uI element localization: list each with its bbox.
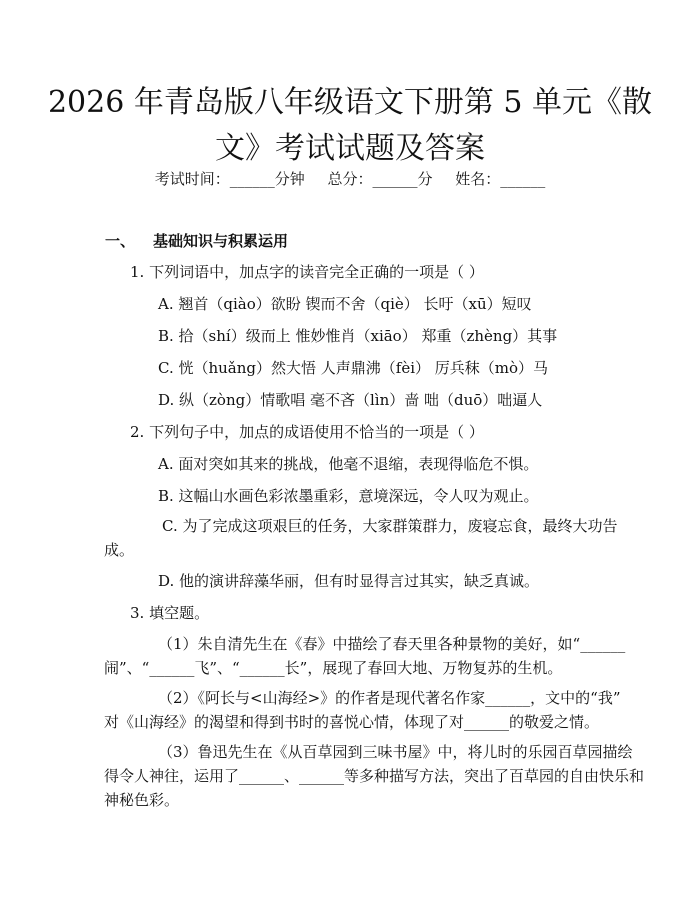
question-2-option-a: A. 面对突如其来的挑战，他毫不退缩，表现得临危不惧。: [158, 455, 539, 473]
question-3-stem: 3. 填空题。: [130, 604, 210, 622]
section-number: 一、: [105, 232, 136, 250]
question-3-item-2-line-2: 对《山海经》的渴望和得到书时的喜悦心情，体现了对______的敬爱之情。: [104, 713, 600, 731]
question-3-item-3: [104, 740, 645, 812]
question-1-option-d: D. 纵（zòng）情歌唱 毫不吝（lìn）啬 咄（duō）咄逼人: [158, 391, 543, 409]
question-3-item-2: [104, 686, 621, 734]
question-1-option-c: C. 恍（huǎng）然大悟 人声鼎沸（fèi） 厉兵秣（mò）马: [158, 359, 549, 377]
title-line-2: 文》考试试题及答案: [215, 131, 485, 166]
exam-time: 考试时间：______分钟: [154, 170, 305, 188]
question-3-item-3-line-3: 神秘色彩。: [104, 791, 180, 809]
question-2-option-c-line-2: 成。: [104, 541, 135, 559]
question-1-option-b: B. 拾（shí）级而上 惟妙惟肖（xiāo） 郑重（zhèng）其事: [158, 327, 558, 345]
question-2-option-d: D. 他的演讲辞藻华丽，但有时显得言过其实，缺乏真诚。: [158, 572, 540, 590]
question-1-option-a: A. 翘首（qiào）欲盼 锲而不舍（qiè） 长吁（xū）短叹: [158, 295, 532, 313]
student-name: 姓名：______: [455, 170, 546, 188]
title-line-1: 2026 年青岛版八年级语文下册第 5 单元《散: [47, 85, 653, 120]
question-2-option-b: B. 这幅山水画色彩浓墨重彩，意境深远，令人叹为观止。: [158, 487, 539, 505]
question-2-option-c: [104, 514, 618, 562]
section-heading: [105, 230, 288, 251]
question-2-stem: 2. 下列句子中，加点的成语使用不恰当的一项是（ ）: [130, 423, 484, 441]
exam-meta: [0, 168, 700, 189]
question-2-option-c-line-1: C. 为了完成这项艰巨的任务，大家群策群力，废寝忘食，最终大功告: [162, 517, 618, 535]
exam-score: 总分：______分: [327, 170, 433, 188]
question-3-item-1-line-2: 闹”、“______飞”、“______长”，展现了春回大地、万物复苏的生机。: [104, 659, 563, 677]
question-3-item-2-line-1: （2）《阿长与<山海经>》的作者是现代著名作家______，文中的“我”: [158, 689, 621, 707]
question-1-stem: 1. 下列词语中，加点字的读音完全正确的一项是（ ）: [130, 263, 484, 281]
section-title: 基础知识与积累运用: [153, 232, 289, 250]
page-title: [0, 80, 700, 172]
question-3-item-1: [104, 632, 626, 680]
question-3-item-1-line-1: （1）朱自清先生在《春》中描绘了春天里各种景物的美好，如“______: [158, 635, 626, 653]
question-3-item-3-line-1: （3）鲁迅先生在《从百草园到三味书屋》中，将儿时的乐园百草园描绘: [158, 743, 633, 761]
question-3-item-3-line-2: 得令人神往，运用了______、______等多种描写方法，突出了百草园的自由快乐和: [104, 767, 645, 785]
